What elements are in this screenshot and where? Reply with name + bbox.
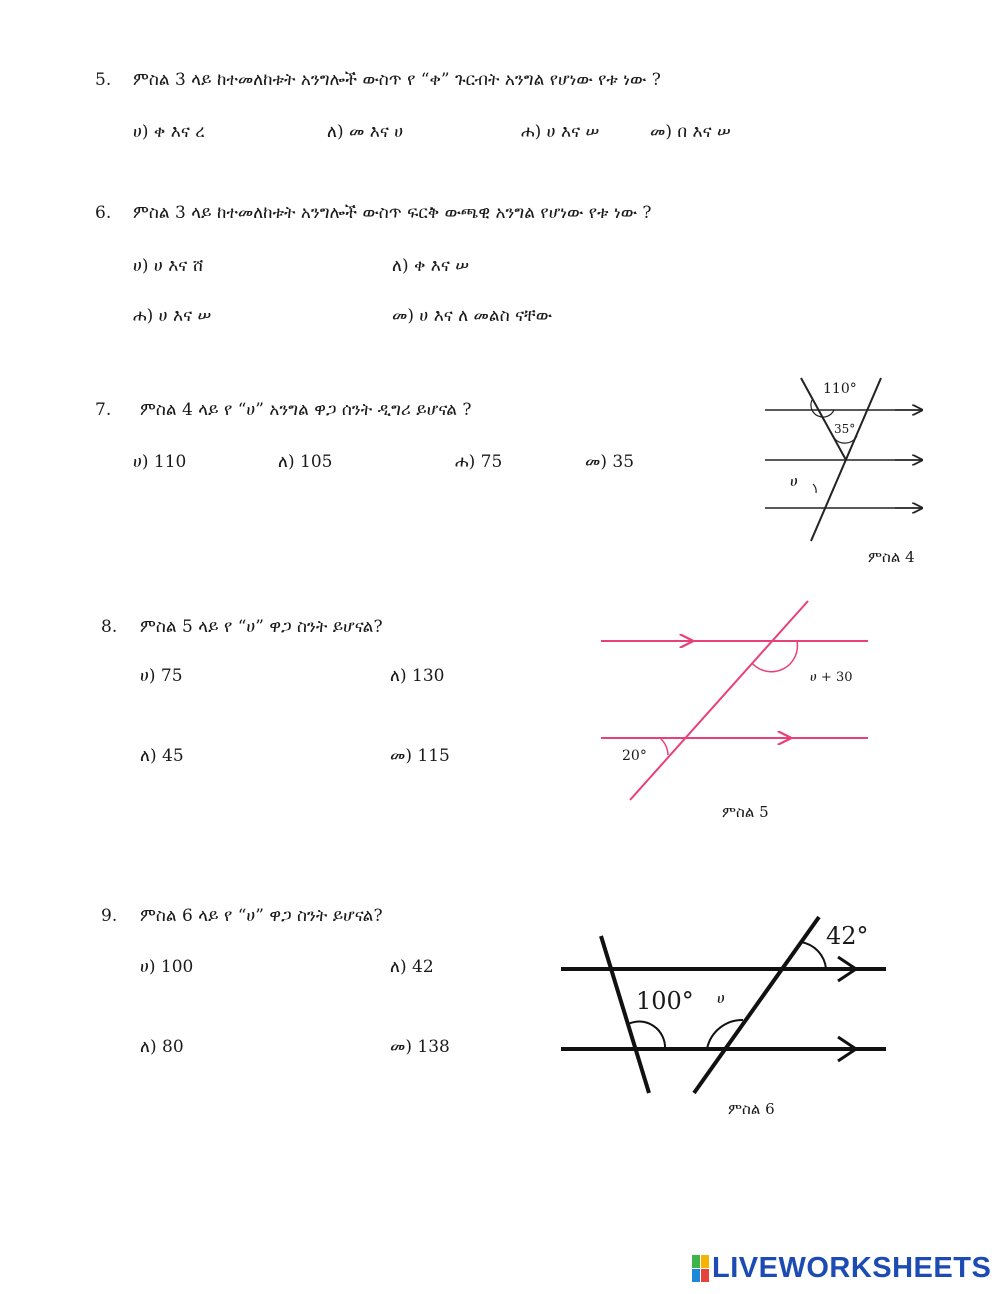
liveworksheets-logo[interactable] <box>692 1252 991 1284</box>
logo-text: LIVEWORKSHEETS <box>712 1251 992 1284</box>
figure-4-variable: ሀ <box>790 472 798 490</box>
question-6-option-d[interactable]: መ) ሀ እና ለ መልስ ናቸው <box>392 306 553 326</box>
question-6-text: ምስል 3 ላይ ከተመለከቱት አንግሎች ውስጥ ፍርቅ ውጫዊ አንግል የሆነው የቱ ነው ? <box>133 203 652 223</box>
figure-6-variable: ሀ <box>717 989 725 1007</box>
question-9-option-b[interactable]: ለ) 42 <box>390 957 434 977</box>
figure-6-angle-42: 42° <box>826 922 869 950</box>
question-7-option-b[interactable]: ለ) 105 <box>278 452 333 472</box>
logo-mark-icon <box>692 1255 708 1281</box>
question-9-option-d[interactable]: መ) 138 <box>390 1037 450 1057</box>
question-7-number: 7. <box>95 400 112 420</box>
question-6-option-a[interactable]: ሀ) ሀ እና ሸ <box>133 256 204 276</box>
question-8-option-a[interactable]: ሀ) 75 <box>140 666 183 686</box>
question-9-option-a[interactable]: ሀ) 100 <box>140 957 194 977</box>
question-9-option-c[interactable]: ለ) 80 <box>140 1037 184 1057</box>
figure-5-caption: ምስል 5 <box>722 803 769 821</box>
question-9-text: ምስል 6 ላይ የ “ሀ” ዋጋ ስንት ይሆናል? <box>140 906 383 926</box>
question-5-option-a[interactable]: ሀ) ቀ እና ረ <box>133 122 205 142</box>
figure-6-caption: ምስል 6 <box>728 1100 775 1118</box>
figure-5-angle-expression: ሀ + 30 <box>810 670 853 685</box>
question-5-option-b[interactable]: ለ) መ እና ሀ <box>327 122 404 142</box>
figure-6-angle-100: 100° <box>636 987 694 1015</box>
figure-4-caption: ምስል 4 <box>868 548 915 566</box>
question-5-number: 5. <box>95 70 112 90</box>
question-9-number: 9. <box>101 906 118 926</box>
question-6-number: 6. <box>95 203 112 223</box>
question-8-option-d[interactable]: መ) 115 <box>390 746 450 766</box>
question-5-option-c[interactable]: ሐ) ሀ እና ሠ <box>521 122 600 142</box>
question-7-text: ምስል 4 ላይ የ “ሀ” አንግል ዋጋ ሰንት ዲግሪ ይሆናል ? <box>140 400 472 420</box>
question-7-option-a[interactable]: ሀ) 110 <box>133 452 187 472</box>
question-8-number: 8. <box>101 617 118 637</box>
question-8-text: ምስል 5 ላይ የ “ሀ” ዋጋ ስንት ይሆናል? <box>140 617 383 637</box>
figure-4-angle-110: 110° <box>823 381 857 397</box>
figure-5-angle-20: 20° <box>622 748 647 764</box>
question-5-option-d[interactable]: መ) በ እና ሠ <box>650 122 731 142</box>
figure-4-angle-35: 35° <box>834 422 856 436</box>
question-7-option-d[interactable]: መ) 35 <box>585 452 635 472</box>
question-6-option-c[interactable]: ሐ) ሀ እና ሠ <box>133 306 212 326</box>
question-8-option-b[interactable]: ለ) 130 <box>390 666 445 686</box>
question-6-option-b[interactable]: ለ) ቀ እና ሠ <box>392 256 470 276</box>
question-7-option-c[interactable]: ሐ) 75 <box>455 452 503 472</box>
question-5-text: ምስል 3 ላይ ከተመለከቱት አንግሎች ውስጥ የ “ቀ” ጉርብት አንግል የሆነው የቱ ነው ? <box>133 70 661 90</box>
question-8-option-c[interactable]: ለ) 45 <box>140 746 184 766</box>
